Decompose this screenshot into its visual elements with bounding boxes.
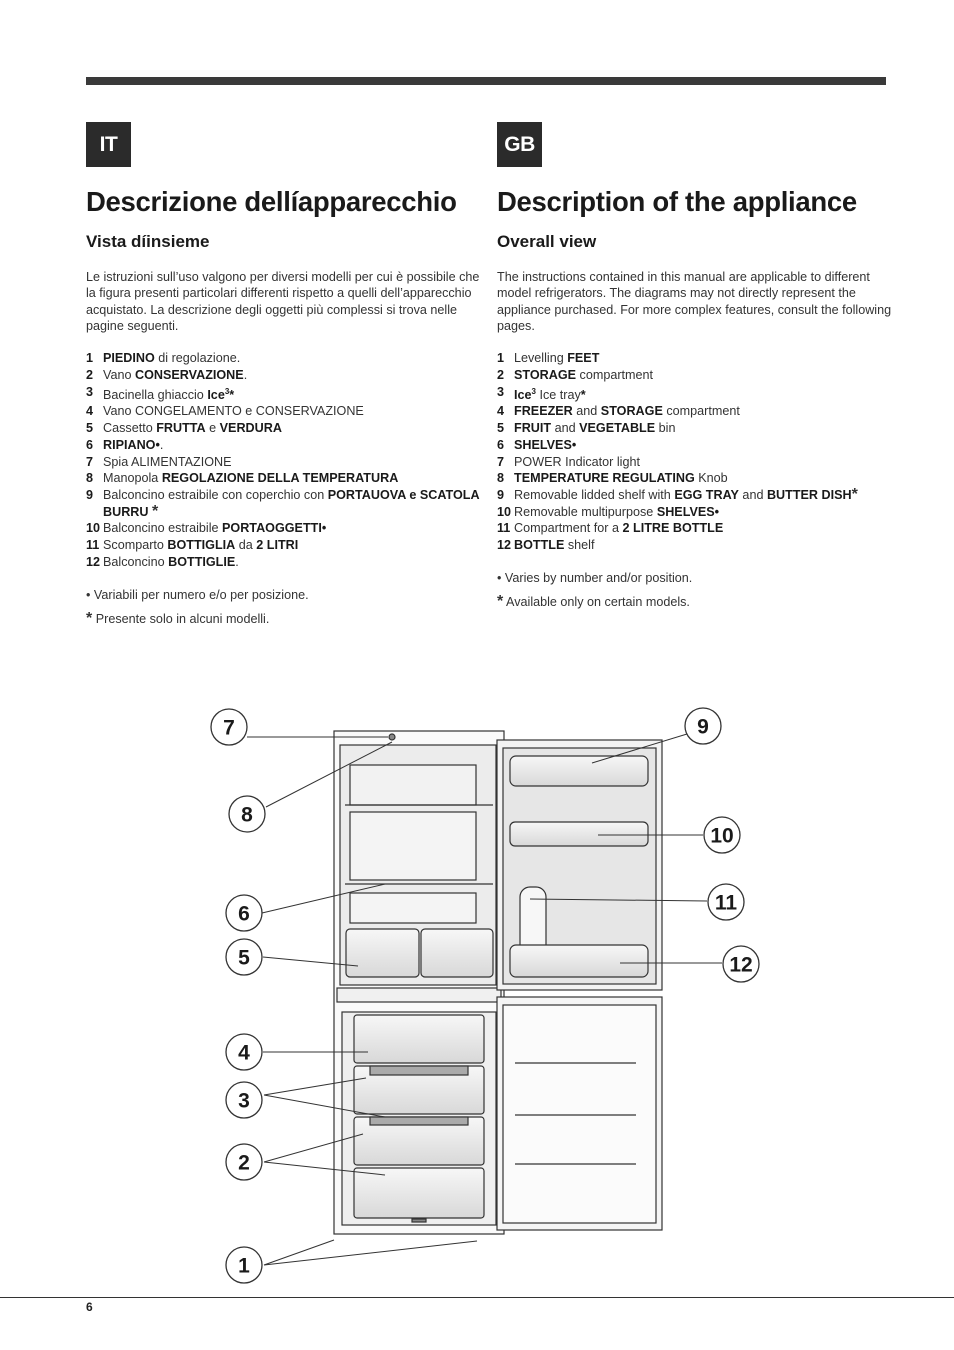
item-number: 8 xyxy=(497,471,505,486)
subtitle-it: Vista díinsieme xyxy=(86,232,210,251)
list-item xyxy=(86,350,486,367)
item-number: 12 xyxy=(497,538,512,553)
asterisk-icon: * xyxy=(86,609,93,627)
item-number: 10 xyxy=(86,521,101,536)
item-number: 1 xyxy=(86,351,94,366)
callout-number-8: 8 xyxy=(241,803,253,827)
list-item xyxy=(497,384,897,404)
list-item xyxy=(497,350,897,367)
subtitle-gb: Overall view xyxy=(497,232,597,251)
item-number: 3 xyxy=(86,384,94,399)
list-item xyxy=(497,403,897,420)
intro-gb: The instructions contained in this manual are applicable to different model refrigerators. The diagrams may not directly represent the appliance purchased. For more complex features, consult the following pages. xyxy=(497,270,892,333)
list-item xyxy=(86,367,486,384)
item-number: 5 xyxy=(497,421,505,436)
list-item xyxy=(497,454,897,471)
item-number: 9 xyxy=(86,488,94,502)
item-number: 8 xyxy=(86,471,94,486)
item-text: FREEZER and STORAGE compartment xyxy=(514,404,740,419)
item-text: Ice$^3$ Ice tray* xyxy=(514,386,586,402)
list-item xyxy=(86,470,486,487)
asterisk-icon: * xyxy=(497,592,504,610)
item-number: 6 xyxy=(497,437,505,452)
item-text: PIEDINO di regolazione. xyxy=(103,351,241,366)
list-item xyxy=(86,487,486,520)
list-item xyxy=(86,454,486,471)
list-item xyxy=(86,420,486,437)
item-text: POWER Indicator light xyxy=(514,454,640,469)
list-item xyxy=(497,420,897,437)
list-item xyxy=(86,537,486,554)
note-optional-gb: * Available only on certain models. xyxy=(497,592,690,610)
callout-number-12: 12 xyxy=(729,953,753,977)
lang-badge-gb: GB xyxy=(497,122,542,167)
list-item xyxy=(86,520,486,537)
list-item xyxy=(497,537,897,554)
item-text: FRUIT and VEGETABLE bin xyxy=(514,421,676,436)
list-item xyxy=(86,403,486,420)
list-item xyxy=(497,504,897,521)
item-number: 6 xyxy=(86,437,94,452)
item-number: 4 xyxy=(86,404,94,419)
item-text: SHELVES• xyxy=(514,437,577,452)
item-number: 4 xyxy=(497,404,505,419)
callout-number-3: 3 xyxy=(238,1089,250,1113)
item-number: 3 xyxy=(497,384,505,399)
list-item xyxy=(497,520,897,537)
item-text: Scomparto BOTTIGLIA da 2 LITRI xyxy=(103,538,299,553)
notes-gb xyxy=(497,570,897,610)
fridge-body xyxy=(334,731,662,1234)
item-text: Balconcino BOTTIGLIE. xyxy=(103,554,239,569)
notes-it xyxy=(86,587,486,627)
list-item xyxy=(497,487,897,504)
list-item xyxy=(497,437,897,454)
list-item xyxy=(497,470,897,487)
footer-rule xyxy=(0,1297,954,1298)
item-text: Spia ALIMENTAZIONE xyxy=(103,454,232,469)
list-item xyxy=(86,554,486,571)
list-item xyxy=(86,384,486,404)
callout-number-7: 7 xyxy=(223,716,235,740)
item-number: 12 xyxy=(86,554,101,569)
item-number: 11 xyxy=(86,538,100,553)
item-number: 7 xyxy=(86,454,94,469)
item-text: Balconcino estraibile PORTAOGGETTI• xyxy=(103,521,327,536)
fridge-diagram xyxy=(200,700,760,1290)
item-text: TEMPERATURE REGULATING Knob xyxy=(514,471,728,486)
item-text: Cassetto FRUTTA e VERDURA xyxy=(103,421,282,436)
item-text: Vano CONSERVAZIONE. xyxy=(103,367,248,382)
column-it xyxy=(86,186,486,635)
item-number: 10 xyxy=(497,504,512,519)
item-number: 5 xyxy=(86,421,94,436)
item-text: RIPIANO•. xyxy=(103,437,164,452)
callout-number-6: 6 xyxy=(238,902,250,926)
intro-it: Le istruzioni sull’uso valgono per diversi modelli per cui è possibile che la figura presenti particolari differenti rispetto a quelli dell’apparecchio acquistato. La descrizione degli oggetti più complessi si trova nelle pagine seguenti. xyxy=(86,270,480,333)
callout-number-9: 9 xyxy=(697,715,709,739)
item-number: 7 xyxy=(497,454,505,469)
title-gb: Description of the appliance xyxy=(497,186,857,217)
item-text: Removable lidded shelf with EGG TRAY and BUTTER DISH* xyxy=(514,486,858,503)
item-number: 2 xyxy=(497,367,505,382)
callout-number-4: 4 xyxy=(238,1041,250,1065)
item-text: Vano CONGELAMENTO e CONSERVAZIONE xyxy=(103,404,364,419)
item-text: Levelling FEET xyxy=(514,351,600,366)
callout-number-10: 10 xyxy=(710,824,734,848)
list-item xyxy=(497,367,897,384)
item-number: 11 xyxy=(497,521,511,536)
note-variable-gb: • Varies by number and/or position. xyxy=(497,570,693,585)
item-text: Manopola REGOLAZIONE DELLA TEMPERATURA xyxy=(103,471,399,486)
page-number: 6 xyxy=(86,1300,93,1314)
top-rule xyxy=(86,77,886,85)
note-variable-it: • Variabili per numero e/o per posizione. xyxy=(86,587,309,602)
item-list-it xyxy=(86,350,486,570)
callout-number-1: 1 xyxy=(238,1254,250,1278)
item-list-gb xyxy=(497,350,897,554)
lang-badge-it: IT xyxy=(86,122,131,167)
callout-number-11: 11 xyxy=(714,891,738,915)
item-text: Balconcino estraibile con coperchio con PORTAUOVA e SCATOLA BURRU * xyxy=(103,488,480,520)
callout-number-5: 5 xyxy=(238,946,250,970)
item-number: 1 xyxy=(497,351,505,366)
title-it: Descrizione dellíapparecchio xyxy=(86,186,457,217)
item-text: BOTTLE shelf xyxy=(514,538,595,553)
item-text: Removable multipurpose SHELVES• xyxy=(514,504,720,519)
item-number: 9 xyxy=(497,488,505,502)
callout-number-2: 2 xyxy=(238,1151,250,1175)
note-optional-it: * Presente solo in alcuni modelli. xyxy=(86,609,270,627)
item-number: 2 xyxy=(86,367,94,382)
item-text: STORAGE compartment xyxy=(514,367,654,382)
column-gb xyxy=(497,186,897,618)
item-text: Compartment for a 2 LITRE BOTTLE xyxy=(514,521,724,536)
list-item xyxy=(86,437,486,454)
item-text: Bacinella ghiaccio Ice$^3$* xyxy=(103,386,235,402)
